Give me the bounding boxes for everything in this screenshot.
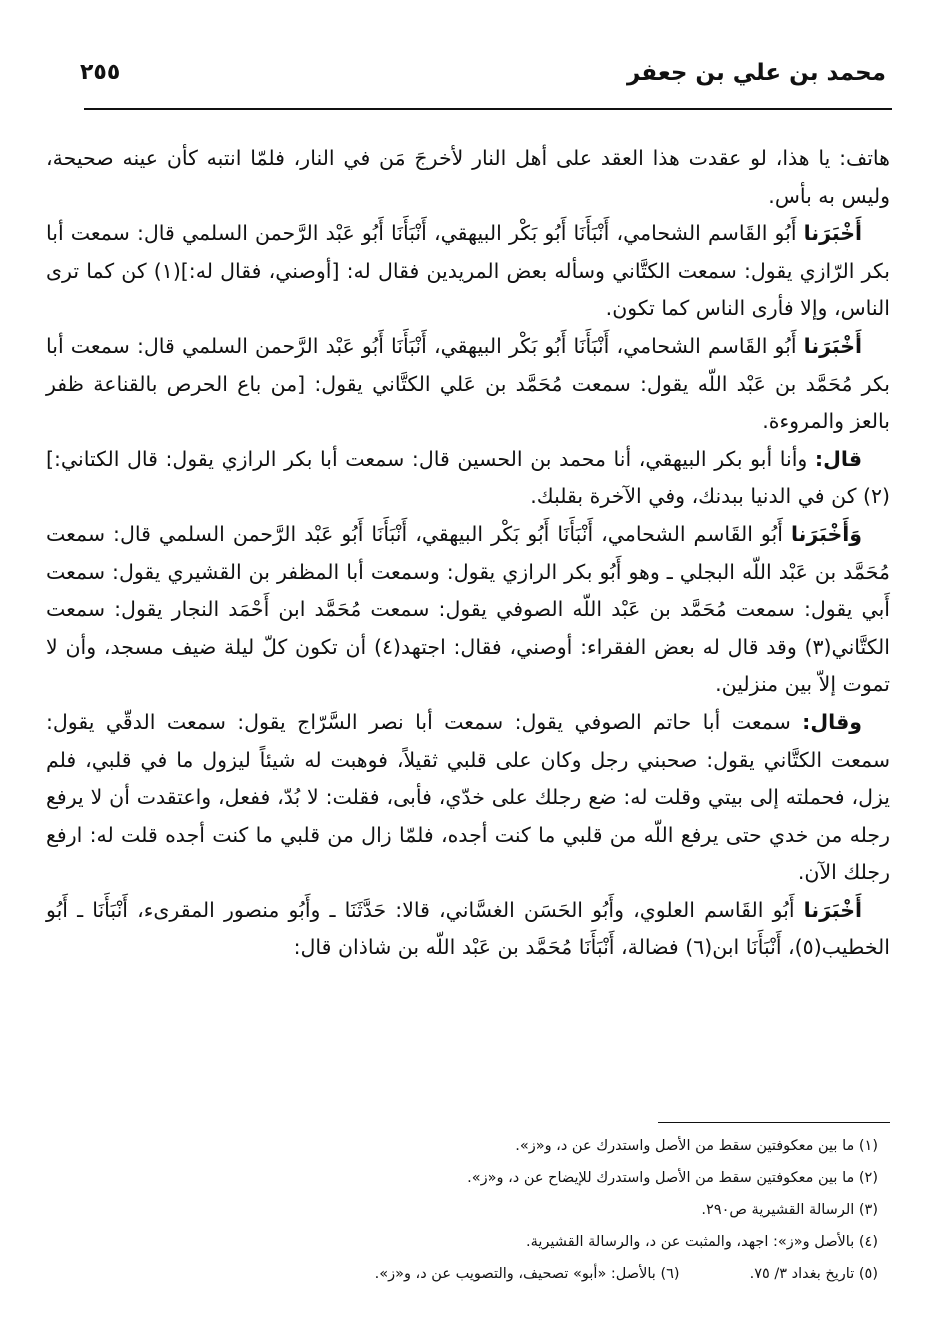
footnote-row [80, 1258, 878, 1290]
paragraph-text: أَبُو القَاسم الشحامي، أَنْبَأَنَا أَبُو بَكْر البيهقي، أَنْبَأَنَا أَبُو عَبْد الرَّحمن السلمي قال: سمعت أبا بكر الرّازي يقول: سمعت الكتَّاني وسأله بعض المريدين فقال له: [أوصني، فقال له:](١) كن كما ترى الناس، وإلا فأرى الناس كما تكون. [46, 221, 890, 321]
paragraph-text: أَبُو القَاسم الشحامي، أَنْبَأَنَا أَبُو بَكْر البيهقي، أَنْبَأَنَا أَبُو عَبْد الرَّحمن السلمي قال: سمعت مُحَمَّد بن عَبْد اللّه البجلي ـ وهو أَبُو بكر الرازي يقول: وسمعت أبا المظفر بن القشيري يقول: سمعت أَبي يقول: سمعت مُحَمَّد بن عَبْد اللّه الصوفي يقول: سمعت مُحَمَّد ابن أَحْمَد النجار يقول: سمعت الكتَّاني(٣) وقد قال له بعض الفقراء: أوصني، فقال: اجتهد(٤) أن تكون كلّ ليلة ضيف مسجد، وأن لا تموت إلاّ بين منزلين. [46, 521, 890, 697]
footnote-divider [658, 1122, 890, 1123]
paragraph [46, 328, 890, 441]
paragraph [46, 140, 890, 215]
paragraph [46, 516, 890, 704]
page-number: ٢٥٥ [80, 60, 121, 85]
paragraph [46, 892, 890, 967]
footnotes [80, 1130, 878, 1290]
running-header [80, 60, 886, 100]
paragraph-lead: قال: [814, 446, 862, 471]
paragraph-lead: أَخْبَرَنا [803, 897, 862, 922]
paragraph-text: وأنا أبو بكر البيهقي، أنا محمد بن الحسين قال: سمعت أبا بكر الرازي يقول: قال الكتاني:](٢) كن في الدنيا ببدنك، وفي الآخرة بقلبك. [46, 446, 890, 509]
running-title: محمد بن علي بن جعفر [626, 60, 886, 86]
footnote: (٦) بالأصل: «أبو» تصحيف، والتصويب عن د، و«ز». [374, 1266, 680, 1282]
paragraph-text: أَبُو القَاسم العلوي، وأَبُو الحَسَن الغسَّاني، قالا: حَدَّثَنَا ـ وأَبُو منصور المقرىء، أَنْبَأَنَا ـ أَبُو الخطيب(٥)، أَنْبَأَنَا ابن(٦) فضالة، أَنْبَأَنَا مُحَمَّد بن عَبْد اللّه بن شاذان قال: [46, 897, 890, 960]
footnote: (١) ما بين معكوفتين سقط من الأصل واستدرك عن د، و«ز». [515, 1138, 878, 1154]
paragraph-text: أَبُو القَاسم الشحامي، أَنْبَأَنَا أَبُو بَكْر البيهقي، أَنْبَأَنَا أَبُو عَبْد الرَّحمن السلمي قال: سمعت أبا بكر مُحَمَّد بن عَبْد اللّه يقول: سمعت مُحَمَّد بن عَلي الكتَّاني يقول: [من باع الحرص بالقناعة ظفر بالعز والمروءة. [46, 333, 890, 434]
footnote: (٢) ما بين معكوفتين سقط من الأصل واستدرك للإيضاح عن د، و«ز». [467, 1170, 878, 1186]
paragraph-lead: وَأَخْبَرَنا [790, 521, 862, 546]
footnote: (٤) بالأصل و«ز»: اجهد، والمثبت عن د، والرسالة القشيرية. [526, 1234, 878, 1250]
paragraph-lead: أَخْبَرَنا [803, 221, 862, 246]
footnote: (٣) الرسالة القشيرية ص٢٩٠. [701, 1202, 878, 1218]
paragraph-lead: وقال: [802, 709, 862, 734]
paragraph [46, 215, 890, 328]
header-divider [84, 108, 892, 110]
main-text [46, 140, 890, 967]
footnote: (٥) تاريخ بغداد ٣/ ٧٥. [749, 1266, 878, 1282]
paragraph-text: هاتف: يا هذا، لو عقدت هذا العقد على أهل النار لأخرجَ مَن في النار، فلمّا انتبه كأن عينه صحيحة، وليس به بأس. [46, 146, 890, 208]
paragraph-text: سمعت أبا حاتم الصوفي يقول: سمعت أبا نصر السَّرّاج يقول: سمعت الدقّي يقول: سمعت الكتَّاني يقول: صحبني رجل وكان على قلبي ثقيلاً، فوهبت له شيئاً ليزول ما في قلبي، فلم يزل، فحملته إلى بيتي وقلت له: ضع رجلك على خدّي، فأبى، فقلت: لا بُدّ، ففعل، واعتقدت أن لا يرفع رجله من خدي حتى يرفع اللّه من قلبي ما كنت أجده، فلمّا زال من قلبي ما كنت أجده قلت له: ارفع رجلك الآن. [46, 709, 890, 885]
paragraph [46, 704, 890, 892]
paragraph [46, 441, 890, 516]
paragraph-lead: أَخْبَرَنا [803, 333, 862, 358]
